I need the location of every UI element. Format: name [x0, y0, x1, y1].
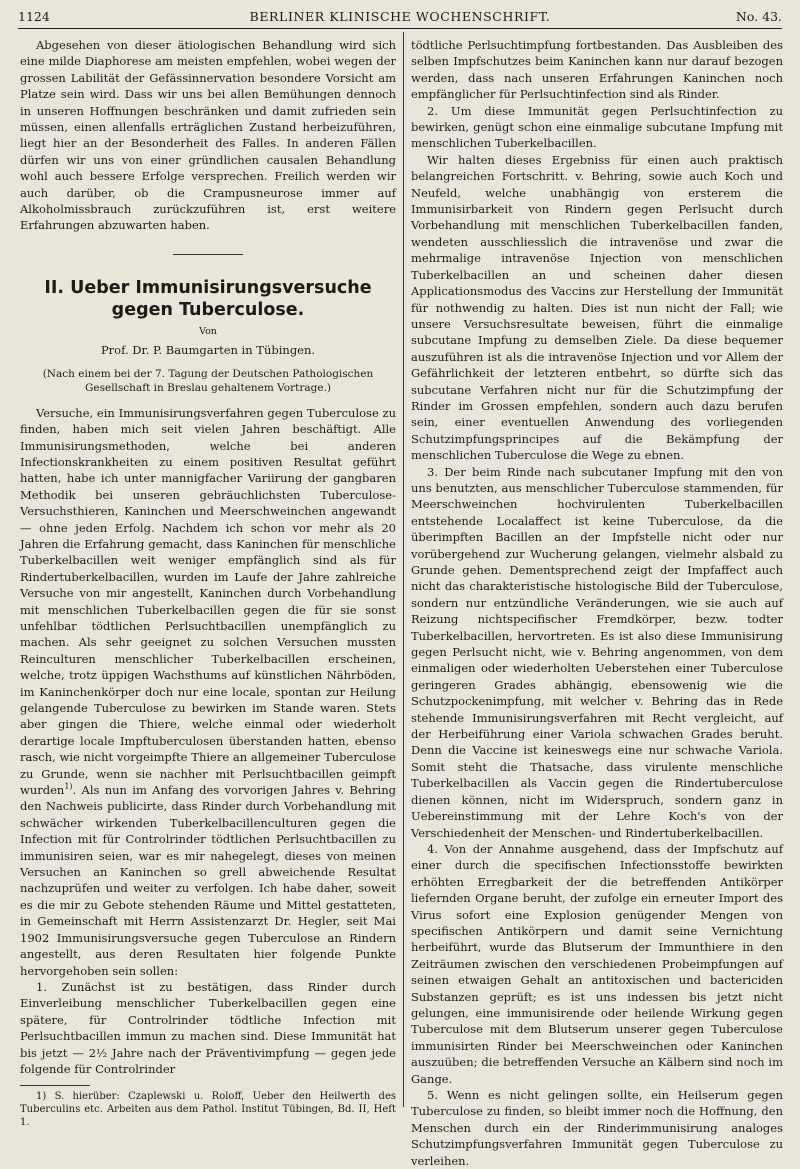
footnote-rule	[20, 1085, 90, 1086]
issue-number: No. 43.	[735, 9, 782, 24]
right-column	[411, 37, 783, 1168]
paragraph-discussion: Wir halten dieses Ergebniss für einen auch praktisch belangreichen Fortschritt. v. Behring, sowie auch Koch und Neufeld, welche unabhängig von ersterem die Immunisirbarkeit von Rindern gegen Perlsucht durch Vorbehandlung mit menschlichen Tuberkelbacillen fanden, wendeten ausschliesslich die intravenöse und zwar die mehrmalige intravenöse Injection von menschlichen Tuberkelbacillen an und scheinen daher diesen Applicationsmodus des Vaccins zur Herstellung der Immunität für nothwendig zu halten. Dies ist nun nicht der Fall; wie unsere Versuchsresultate beweisen, führt die einmalige subcutane Impfung zu demselben Ziele. Da diese bequemer auszuführen ist als die intravenöse Injection und vor Allem der Gefährlichkeit der letzteren entbehrt, so dürfte sich das subcutane Verfahren nicht nur für die Schutzimpfung der Rinder im Grossen empfehlen, sondern auch dazu berufen sein, einer eventuellen Anwendung des vorliegenden Schutzimpfungsprincipes auf die Bekämpfung der menschlichen Tuberculose die Wege zu ebnen.	[411, 152, 783, 463]
paragraph-point-3: 3. Der beim Rinde nach subcutaner Impfung mit den von uns benutzten, aus menschlicher Tuberculose stammenden, für Meerschweinchen hochvirulenten Tuberkelbacillen entstehende Localaffect ist keine Tuberculose, da die überimpften Bacillen an der Impfstelle nicht oder nur vorübergehend zur Wucherung gelangen, vielmehr alsbald zu Grunde gehen. Dementsprechend zeigt der Impfaffect auch nicht das charakteristische histologische Bild der Tuberculose, sondern nur entzündliche Veränderungen, wie sie auch auf Reizung nichtspecifischer Fremdkörper, bezw. todter Tuberkelbacillen, hervortreten. Es ist also diese Immunisirung gegen Perlsucht nicht, wie v. Behring angenommen, von dem einmaligen oder wiederholten Ueberstehen einer Tuberculose geringeren Grades abhängig, ebensowenig wie die Schutzpockenimpfung, mit welcher v. Behring das in Rede stehende Immunisirungsverfahren mit Recht vergleicht, auf der Herbeiführung einer Variola schwachen Grades beruht. Denn die Vaccine ist keineswegs eine nur schwache Variola. Somit steht die Thatsache, dass virulente menschliche Tuberkelbacillen als Vaccin gegen die Rindertuberculose dienen können, nicht im Widerspruch, sondern ganz in Uebereinstimmung mit der Lehre Koch's von der Verschiedenheit der Menschen- und Rindertuberkelbacillen.	[411, 464, 783, 840]
paragraph-point-2: 2. Um diese Immunität gegen Perlsuchtinfection zu bewirken, genügt schon eine einmalige subcutane Impfung mit menschlichen Tuberkelbacillen.	[411, 103, 783, 151]
article-title: II. Ueber Immunisirungsversuche gegen Tuberculose.	[44, 277, 372, 320]
paragraph-point-1-cont: tödtliche Perlsuchtimpfung fortbestanden. Das Ausbleiben des selben Impfschutzes beim Kaninchen kann nur darauf bezogen werden, dass nach unseren Erfahrungen Kaninchen noch empfänglicher für Perlsuchtinfection sind als Rinder.	[411, 38, 783, 102]
article-author: Prof. Dr. P. Baumgarten in Tübingen.	[100, 343, 316, 358]
journal-title: BERLINER KLINISCHE WOCHENSCHRIFT.	[249, 9, 551, 24]
footnote-ref: 1)	[64, 782, 73, 792]
paragraph-point-1: 1. Zunächst ist zu bestätigen, dass Rinder durch Einverleibung menschlicher Tuberkelbacillen gegen eine spätere, für Controlrinder tödtliche Infection mit Perlsuchtbacillen immun zu machen sind. Diese Immunität hat bis jetzt — 2½ Jahre nach der Präventivimpfung — gegen jede folgende für Controlrinder	[20, 979, 396, 1076]
column-divider	[403, 32, 404, 1107]
lecture-note: (Nach einem bei der 7. Tagung der Deutschen Pathologischen Gesellschaft in Breslau gehaltenem Vortrage.)	[42, 367, 374, 394]
left-column	[20, 37, 396, 1129]
footnote: 1) S. hierüber: Czaplewski u. Roloff, Ueber den Heilwerth des Tuberculins etc. Arbeiten aus dem Pathol. Institut Tübingen, Bd. II, Heft 1.	[20, 1091, 396, 1129]
page-header	[18, 6, 782, 29]
paragraph-point-4: 4. Von der Annahme ausgehend, dass der Impfschutz auf einer durch die specifischen Infectionsstoffe bewirkten erhöhten Erregbarkeit der die betreffenden Antikörper liefernden Organe beruht, der zufolge ein erneuter Import des Virus sofort eine Explosion genügender Mengen von specifischen Antikörpern und damit seine Vernichtung herbeiführt, wurde das Blutserum der Immunthiere in den Zeiträumen zwischen den verschiedenen Probeimpfungen auf seinen etwaigen Gehalt an antitoxischen und bactericiden Substanzen geprüft; es ist uns indessen bis jetzt nicht gelungen, eine immunisirende oder heilende Wirkung gegen Tuberculose mit dem Blutserum unserer gegen Tuberculose immunisirten Rinder bei Meerschweinchen oder Kaninchen auszuüben; die betreffenden Versuche an Kälbern sind noch im Gange.	[411, 841, 783, 1086]
paragraph-previous-article-end: Abgesehen von dieser ätiologischen Behandlung wird sich eine milde Diaphorese am meisten empfehlen, wobei wegen der grossen Labilität der Gefässinnervation besondere Vorsicht am Platze sein wird. Dass wir uns bei allen Bemühungen dennoch in unseren Hoffnungen beschränken und damit zufrieden sein müssen, einen allenfalls erträglichen Zustand herbeizuführen, liegt hier an der Besonderheit des Falles. In anderen Fällen dürfen wir uns von einer gründlichen causalen Behandlung wohl auch bessere Erfolge versprechen. Freilich werden wir auch darüber, ob die Crampusneurose immer auf Alkoholmissbrauch zurückzuführen ist, erst weitere Erfahrungen abzuwarten haben.	[20, 38, 396, 233]
page-number: 1124	[18, 9, 50, 24]
article-separator	[173, 254, 243, 255]
paragraph-intro	[20, 405, 396, 979]
paragraph-point-5: 5. Wenn es nicht gelingen sollte, ein Heilserum gegen Tuberculose zu finden, so bleibt immer noch die Hoffnung, den Menschen durch ein der Rinderimmunisirung analoges Schutzimpfungsverfahren Immunität gegen Tuberculose zu verleihen.	[411, 1088, 783, 1168]
paragraph-intro-tail: . Als nun im Anfang des vorvorigen Jahres v. Behring den Nachweis publicirte, dass Rinder durch Vorbehandlung mit schwächer wirkenden Tuberkelbacillenculturen gegen die Infection mit für Controlrinder tödtlichen Perlsuchtbacillen zu immunisiren seien, war es mir nahegelegt, dieses von meinen Versuchen an Kaninchen so grell abweichende Resultat nachzuprüfen und weiter zu verfolgen. Ich habe daher, soweit es die mir zu Gebote stehenden Räume und Mittel gestatteten, in Gemeinschaft mit Herrn Assistenzarzt Dr. Hegler, seit Mai 1902 Immunisirungsversuche gegen Tuberculose an Rindern angestellt, aus deren Resultaten hier folgende Punkte hervorgehoben sein sollen:	[20, 783, 396, 978]
paragraph-intro-text: Versuche, ein Immunisirungsverfahren gegen Tuberculose zu finden, haben mich seit vielen Jahren beschäftigt. Alle Immunisirungsmethoden, welche bei anderen Infectionskrankheiten zu einem positiven Resultat geführt hatten, habe ich unter mannigfacher Variirung der gangbaren Methodik bei unseren gebräuchlichsten Tuberculose-Versuchsthieren, Kaninchen und Meerschweinchen angewandt — ohne jeden Erfolg. Nachdem ich schon vor mehr als 20 Jahren die Erfahrung gemacht, dass Kaninchen für menschliche Tuberkelbacillen weit weniger empfänglich sind als für Rindertuberkelbacillen, wurden im Laufe der Jahre zahlreiche Versuche von mir angestellt, Kaninchen durch Vorbehandlung mit menschlichen Tuberkelbacillen gegen die für sie sonst unfehlbar tödtlichen Perlsuchtbacillen unempfänglich zu machen. Als sehr geeignet zu solchen Versuchen mussten Reinculturen menschlicher Tuberkelbacillen erscheinen, welche, trotz üppigen Wachsthums auf künstlichen Nährböden, im Kaninchenkörper doch nur eine locale, spontan zur Heilung gelangende Tuberculose zu bewirken im Stande waren. Stets aber gingen die Thiere, welche einmal oder wiederholt derartige locale Impftuberculosen überstanden hatten, ebenso rasch, wie nicht vorgeimpfte Thiere an allgemeiner Tuberculose zu Grunde, wenn sie nachher mit Perlsuchtbacillen geimpft wurden	[20, 405, 396, 798]
byline-von: Von	[199, 325, 217, 337]
